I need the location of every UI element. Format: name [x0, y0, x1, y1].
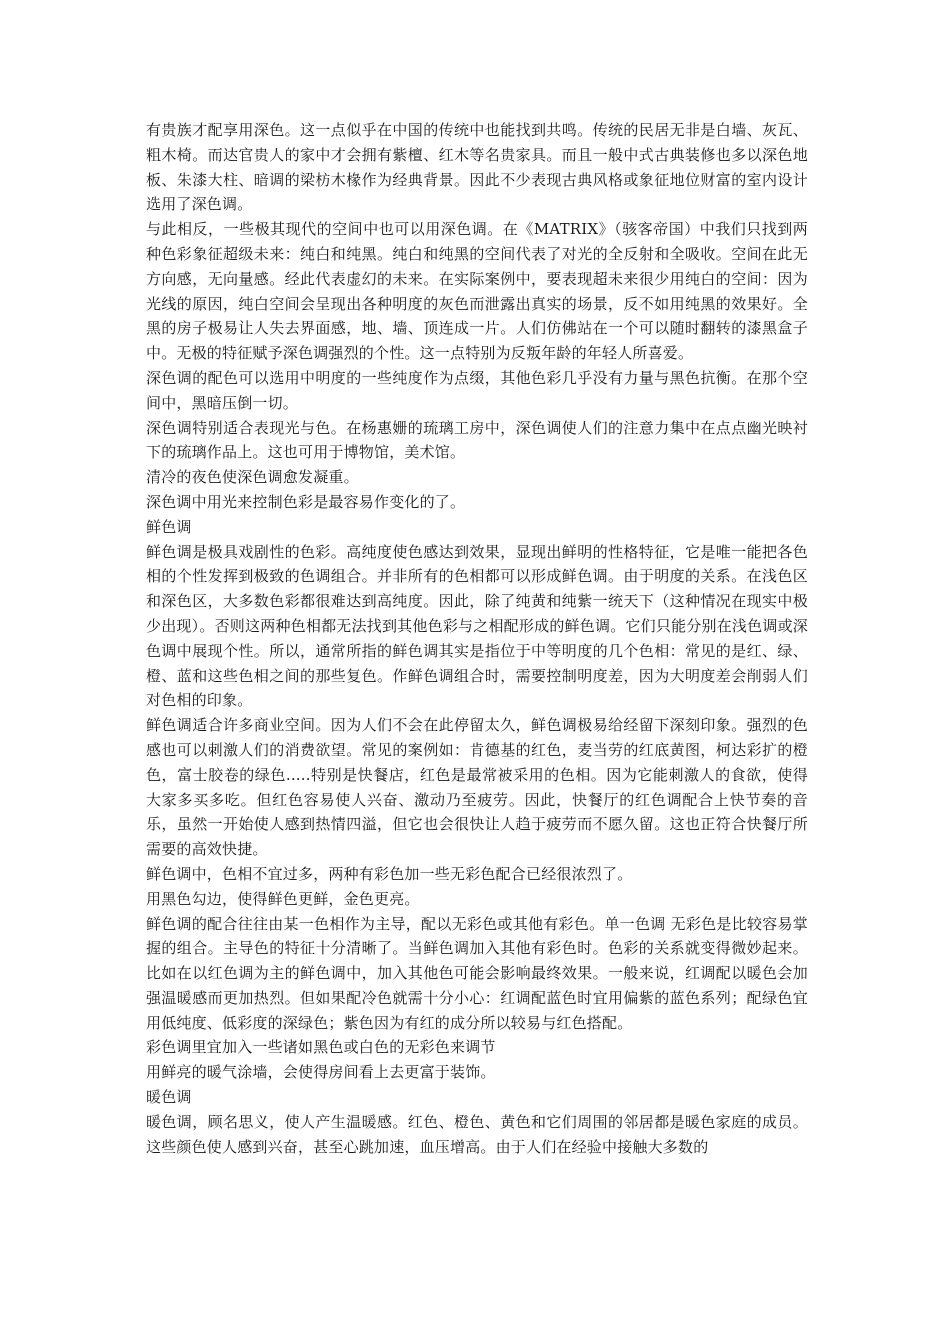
paragraph-vivid-tone-intro: 鲜色调是极具戏剧性的色彩。高纯度使色感达到效果，显现出鲜明的性格特征，它是唯一能把各色相的个性发挥到极致的色调组合。并非所有的色相都可以形成鲜色调。由于明度的关系。在浅色区和深色区，大多数色彩都很难达到高纯度。因此，除了纯黄和纯紫一统天下（这种情况在现实中极少出现）。否则这两种色相都无法找到其他色彩与之相配形成的鲜色调。它们只能分别在浅色调或深色调中展现个性。所以，通常所指的鲜色调其实是指位于中等明度的几个色相：常见的是红、绿、橙、蓝和这些色相之间的那些复色。作鲜色调组合时，需要控制明度差，因为大明度差会削弱人们对色相的印象。	[146, 542, 808, 710]
paragraph-dark-tone-modern: 与此相反，一些极其现代的空间中也可以用深色调。在《MATRIX》（骇客帝国）中我们只找到两种色彩象征超级未来：纯白和纯黑。纯白和纯黑的空间代表了对光的全反射和全吸收。空间在此无方向感，无向量感。经此代表虚幻的未来。在实际案例中，要表现超未来很少用纯白的空间：因为光线的原因，纯白空间会呈现出各种明度的灰色而泄露出真实的场景，反不如用纯黑的效果好。全黑的房子极易让人失去界面感，地、墙、顶连成一片。人们仿佛站在一个可以随时翻转的漆黑盒子中。无极的特征赋予深色调强烈的个性。这一点特别为反叛年龄的年轻人所喜爱。	[146, 220, 808, 363]
paragraph-vivid-tone-dominant: 鲜色调的配合往往由某一色相作为主导，配以无彩色或其他有彩色。单一色调 无彩色是比较容易掌握的组合。主导色的特征十分清晰了。当鲜色调加入其他有彩色时。色彩的关系就变得微妙起来。比如在以红色调为主的鲜色调中，加入其他色可能会影响最终效果。一般来说，红调配以暖色会加强温暖感而更加热烈。但如果配冷色就需十分小心：红调配蓝色时宜用偏紫的蓝色系列；配绿色宜用低纯度、低彩度的深绿色；紫色因为有红的成分所以较易与红色搭配。	[146, 914, 808, 1032]
paragraph-night: 清冷的夜色使深色调愈发凝重。	[146, 468, 359, 487]
paragraph-achromatic: 彩色调里宜加入一些诸如黑色或白色的无彩色来调节	[146, 1038, 496, 1057]
paragraph-dark-tone-light: 深色调特别适合表现光与色。在杨惠姗的琉璃工房中，深色调使人们的注意力集中在点点幽光映衬下的琉璃作品上。这也可用于博物馆，美术馆。	[146, 418, 808, 462]
paragraph-vivid-tone-hue-count: 鲜色调中，色相不宜过多，两种有彩色加一些无彩色配合已经很浓烈了。	[146, 864, 633, 883]
document-body	[146, 118, 808, 1159]
heading-warm-tone: 暖色调	[146, 1088, 192, 1107]
paragraph-black-outline: 用黑色勾边，使得鲜色更鲜，金色更亮。	[146, 889, 420, 908]
heading-vivid-tone: 鲜色调	[146, 517, 192, 536]
paragraph-vivid-tone-commercial: 鲜色调适合许多商业空间。因为人们不会在此停留太久，鲜色调极易给经留下深刻印象。强烈的色感也可以刺激人们的消费欲望。常见的案例如：肯德基的红色，麦当劳的红底黄图，柯达彩扩的橙色，富士胶卷的绿色.....特别是快餐店，红色是最常被采用的色相。因为它能刺激人的食欲，使得大家多买多吃。但红色容易使人兴奋、激动乃至疲劳。因此，快餐厅的红色调配合上快节奏的音乐，虽然一开始使人感到热情四溢，但它也会很快让人趋于疲劳而不愿久留。这也正符合快餐厅所需要的高效快捷。	[146, 716, 808, 859]
paragraph-warm-tone-intro: 暖色调，顾名思义，使人产生温暖感。红色、橙色、黄色和它们周围的邻居都是暖色家庭的成员。这些颜色使人感到兴奋，甚至心跳加速，血压增高。由于人们在经验中接触大多数的	[146, 1112, 808, 1156]
paragraph-light-control: 深色调中用光来控制色彩是最容易作变化的了。	[146, 492, 466, 511]
paragraph-warm-wall: 用鲜亮的暖气涂墙，会使得房间看上去更富于装饰。	[146, 1063, 496, 1082]
paragraph-dark-tone-tradition: 有贵族才配享用深色。这一点似乎在中国的传统中也能找到共鸣。传统的民居无非是白墙、灰瓦、粗木椅。而达官贵人的家中才会拥有紫檀、红木等名贵家具。而且一般中式古典装修也多以深色地板、朱漆大柱、暗调的梁枋木椽作为经典背景。因此不少表现古典风格或象征地位财富的室内设计选用了深色调。	[146, 121, 808, 214]
paragraph-dark-tone-accent: 深色调的配色可以选用中明度的一些纯度作为点缀，其他色彩几乎没有力量与黑色抗衡。在那个空间中，黑暗压倒一切。	[146, 368, 808, 412]
